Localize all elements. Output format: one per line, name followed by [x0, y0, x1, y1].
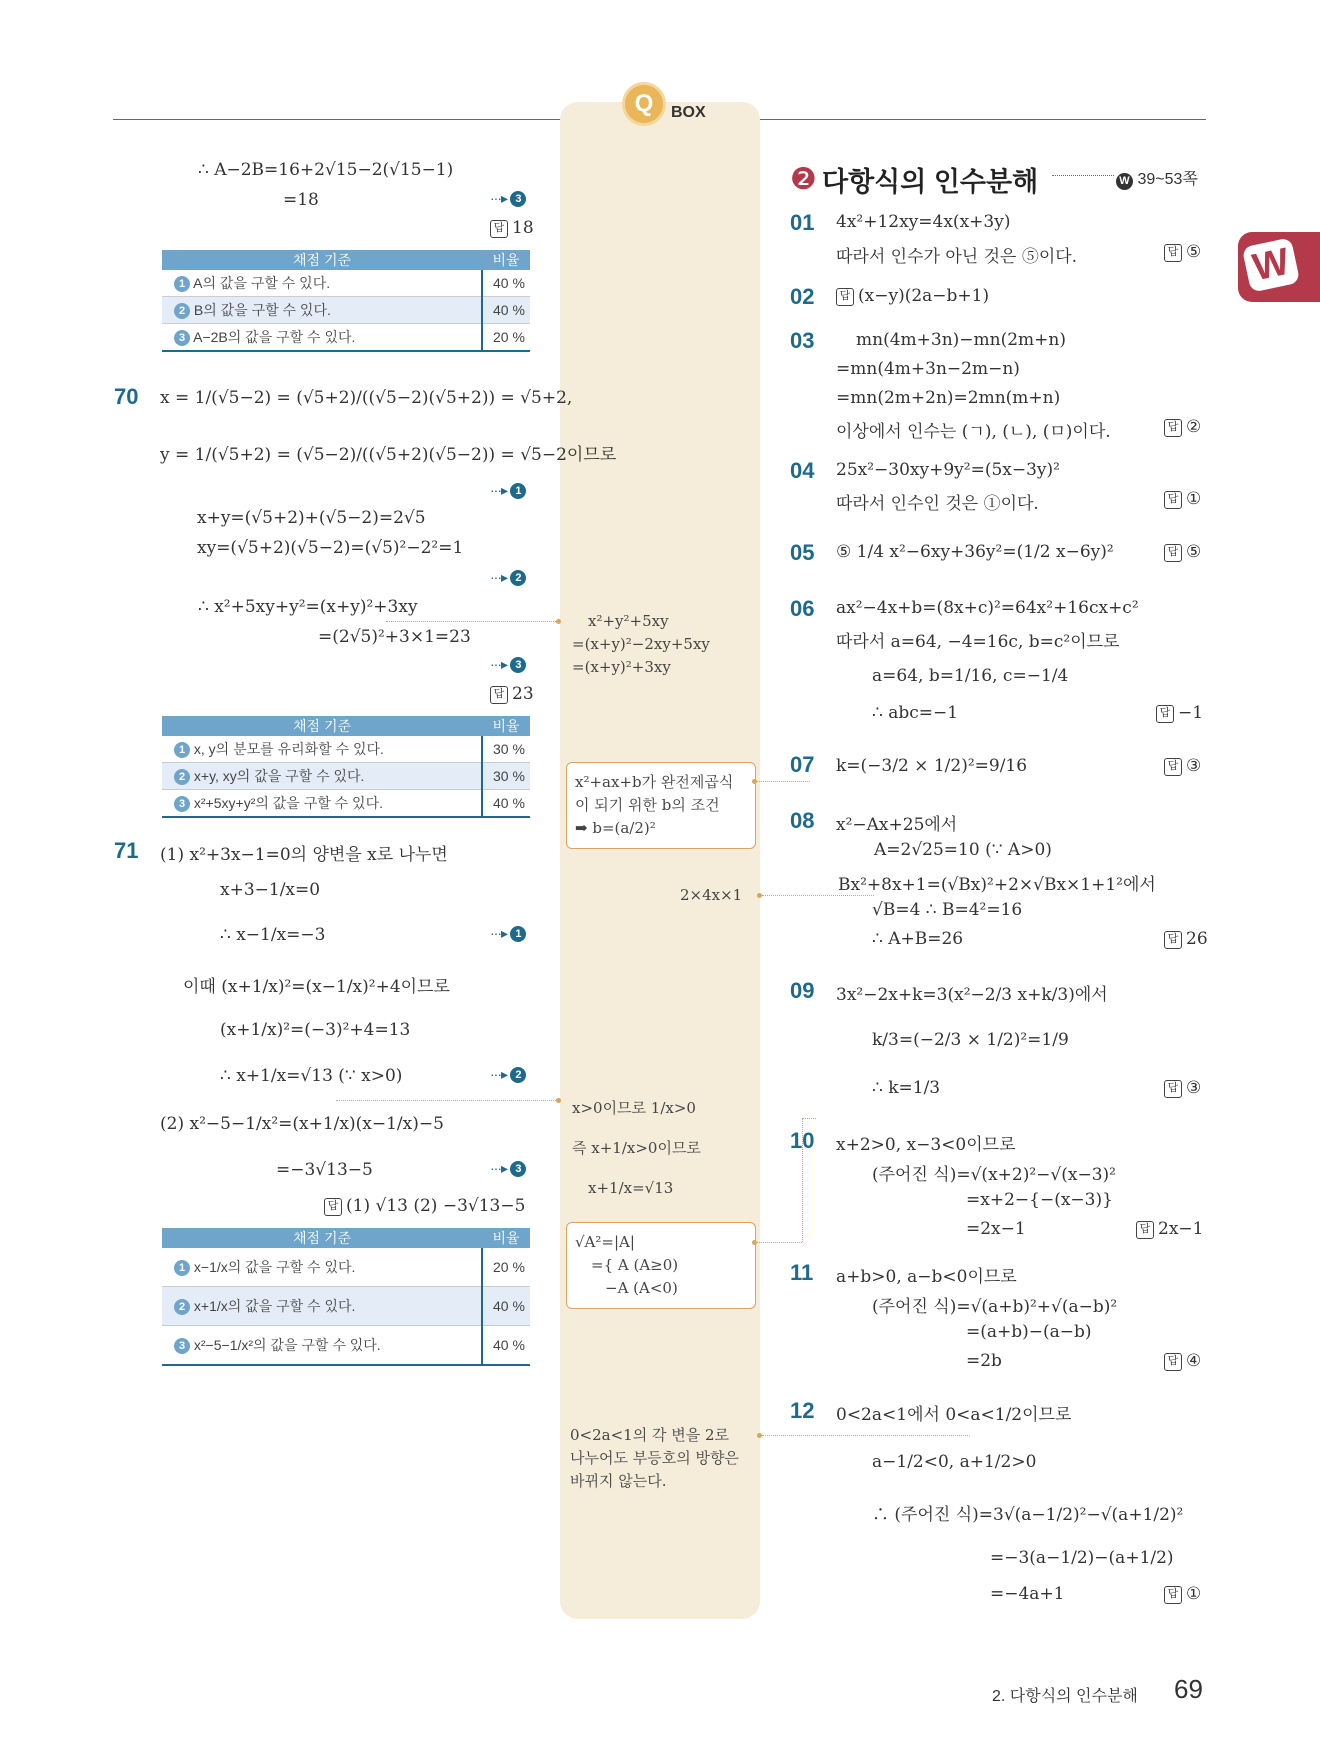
q08-l1: x²−Ax+25에서	[836, 815, 958, 835]
p71-l2: x+3−1/x=0	[220, 880, 321, 900]
p71-l4: 이때 (x+1/x)²=(x−1/x)²+4이므로	[183, 977, 450, 997]
table-row: 3 A−2B의 값을 구할 수 있다. 20 %	[162, 324, 530, 352]
answer-line: 답 (1) √13 (2) −3√13−5	[324, 1196, 525, 1216]
connector	[756, 781, 810, 782]
problem-number-05: 05	[790, 540, 815, 565]
q08-l5: ∴ A+B=26	[872, 929, 964, 949]
q12-l1: 0<2a<1에서 0<a<1/2이므로	[836, 1405, 1072, 1425]
left-top-line2: =18	[283, 190, 319, 210]
problem-number-12: 12	[790, 1398, 815, 1423]
table-row: 2 x+1/x의 값을 구할 수 있다. 40 %	[162, 1287, 530, 1326]
section-header	[790, 160, 1038, 199]
section-title: 다항식의 인수분해	[822, 167, 1039, 197]
problem-number-11: 11	[790, 1260, 814, 1285]
answer-icon: 답	[1164, 1080, 1182, 1098]
q08-l4: √B=4 ∴ B=4²=16	[872, 900, 1023, 920]
q12-l5: =−4a+1	[990, 1584, 1065, 1604]
problem-number-01: 01	[790, 210, 815, 235]
connector-dot	[556, 1098, 561, 1103]
connector	[762, 895, 874, 896]
qbox-note-5: √A²=|A| ={ A (A≥0) −A (A<0)	[566, 1222, 756, 1309]
w-letter: W	[1249, 240, 1293, 290]
qbox-note-2: x²+ax+b가 완전제곱식 이 되기 위한 b의 조건 ➡ b=(a/2)²	[566, 762, 756, 849]
scoring-table-3: 채점 기준 비율 1 x−1/x의 값을 구할 수 있다. 20 % 2 x+1/x의 값을 구할 수 있다. 40 % 3 x²−5−1/x²의 값을 구할 수 있다. 40 %	[162, 1228, 530, 1366]
answer-icon: 답	[1164, 544, 1182, 562]
p70-expr2: =(2√5)²+3×1=23	[318, 627, 471, 647]
answer-line: 답 ③	[1164, 756, 1201, 776]
table-row: 1 A의 값을 구할 수 있다. 40 %	[162, 270, 530, 297]
section-number-icon: ❷	[790, 162, 817, 197]
p71-l1: (1) x²+3x−1=0의 양변을 x로 나누면	[160, 845, 448, 865]
q06-l3: a=64, b=1/16, c=−1/4	[872, 666, 1069, 686]
answer-icon: 답	[836, 288, 854, 306]
answer-icon: 답	[1164, 419, 1182, 437]
q11-l3: =(a+b)−(a−b)	[966, 1322, 1092, 1342]
answer-line: 답 ①	[1164, 489, 1201, 509]
q08-l2: A=2√25=10 (∵ A>0)	[874, 840, 1052, 860]
step-marker-3: ···▸ 3	[490, 190, 526, 207]
q10-l2: (주어진 식)=√(x+2)²−√(x−3)²	[872, 1165, 1116, 1185]
qbox-note-1: x²+y²+5xy =(x+y)²−2xy+5xy =(x+y)²+3xy	[572, 612, 710, 676]
connector	[336, 1100, 558, 1101]
problem-number-10: 10	[790, 1128, 815, 1153]
p70-x-line: x = 1/(√5−2) = (√5+2)/((√5−2)(√5+2)) = √5+2,	[160, 388, 573, 408]
table-row: 1 x−1/x의 값을 구할 수 있다. 20 %	[162, 1248, 530, 1287]
answer-line: 답 ①	[1164, 1584, 1201, 1604]
answer-icon: 답	[1164, 931, 1182, 949]
p70-sum: x+y=(√5+2)+(√5−2)=2√5	[197, 508, 426, 528]
step-marker-2: ···▸ 2	[490, 1066, 526, 1083]
q09-l3: ∴ k=1/3	[872, 1078, 941, 1098]
answer-icon: 답	[1164, 244, 1182, 262]
answer-line: 답 18	[490, 218, 534, 238]
q07-l1: k=(−3/2 × 1/2)²=9/16	[836, 756, 1028, 776]
answer-line: 답 23	[490, 684, 534, 704]
p70-expr1: ∴ x²+5xy+y²=(x+y)²+3xy	[198, 597, 418, 617]
answer-line: 답 ⑤	[1164, 542, 1201, 562]
answer-icon: 답	[490, 686, 508, 704]
answer-icon: 답	[324, 1198, 342, 1216]
answer-line: 답 26	[1164, 929, 1208, 949]
answer-line: 답 2x−1	[1136, 1219, 1203, 1239]
q01-l1: 4x²+12xy=4x(x+3y)	[836, 212, 1011, 232]
q03-l1: mn(4m+3n)−mn(2m+n)	[856, 330, 1066, 350]
answer-icon: 답	[1164, 758, 1182, 776]
q05-l1: ⑤ 1/4 x²−6xy+36y²=(1/2 x−6y)²	[836, 542, 1114, 562]
scoring-table-2: 채점 기준 비율 1 x, y의 분모를 유리화할 수 있다. 30 % 2 x+y, xy의 값을 구할 수 있다. 30 % 3 x²+5xy+y²의 값을 구할 수 있다. 40 %	[162, 716, 530, 818]
q12-l4: =−3(a−1/2)−(a+1/2)	[990, 1548, 1174, 1568]
answer-line: 답 ④	[1164, 1351, 1201, 1371]
table-row: 3 x²+5xy+y²의 값을 구할 수 있다. 40 %	[162, 790, 530, 818]
answer-line: 답 ②	[1164, 417, 1201, 437]
problem-number-02: 02	[790, 284, 815, 309]
p71-l3: ∴ x−1/x=−3	[220, 925, 326, 945]
q04-l2: 따라서 인수인 것은 ①이다.	[836, 494, 1039, 514]
step-marker-1: ···▸ 1	[490, 482, 526, 499]
table-head-ratio: 비율	[482, 250, 530, 270]
problem-number-70: 70	[114, 384, 139, 409]
q11-l2: (주어진 식)=√(a+b)²+√(a−b)²	[872, 1297, 1118, 1317]
workbook-ref: W 39~53쪽	[1116, 166, 1198, 190]
connector	[386, 621, 558, 622]
q-letter: Q	[634, 90, 654, 117]
q06-l1: ax²−4x+b=(8x+c)²=64x²+16cx+c²	[836, 598, 1139, 618]
step-marker-2: ···▸ 2	[490, 569, 526, 586]
box-label: BOX	[671, 104, 706, 121]
table-head-criteria: 채점 기준	[162, 250, 482, 270]
q08-l3: Bx²+8x+1=(√Bx)²+2×√Bx×1+1²에서	[838, 875, 1156, 895]
q01-l2: 따라서 인수가 아닌 것은 ⑤이다.	[836, 247, 1078, 267]
q06-l2: 따라서 a=64, −4=16c, b=c²이므로	[836, 632, 1120, 652]
answer-icon: 답	[490, 220, 508, 238]
answer-line: 답 −1	[1156, 703, 1203, 723]
q11-l1: a+b>0, a−b<0이므로	[836, 1267, 1017, 1287]
q03-l2: =mn(4m+3n−2m−n)	[836, 359, 1020, 379]
answer-line: 답 ⑤	[1164, 242, 1201, 262]
p71-l8: =−3√13−5	[276, 1160, 373, 1180]
q-badge-icon	[622, 82, 666, 126]
connector	[762, 1435, 970, 1436]
qbox-note-3: 2×4x×1	[680, 886, 743, 904]
q09-l1: 3x²−2x+k=3(x²−2/3 x+k/3)에서	[836, 985, 1108, 1005]
problem-number-08: 08	[790, 808, 815, 833]
step-marker-3: ···▸ 3	[490, 656, 526, 673]
q11-l4: =2b	[966, 1351, 1002, 1371]
page-number: 69	[1174, 1674, 1203, 1704]
answer-icon: 답	[1164, 491, 1182, 509]
problem-number-06: 06	[790, 596, 815, 621]
answer-icon: 답	[1136, 1221, 1154, 1239]
q10-l4: =2x−1	[966, 1219, 1026, 1239]
answer-line: 답 ③	[1164, 1078, 1201, 1098]
qbox-note-4: x>0이므로 1/x>0 즉 x+1/x>0이므로 x+1/x=√13	[572, 1099, 701, 1197]
problem-number-09: 09	[790, 978, 815, 1003]
table-row: 2 x+y, xy의 값을 구할 수 있다. 30 %	[162, 763, 530, 790]
table-row: 1 x, y의 분모를 유리화할 수 있다. 30 %	[162, 736, 530, 763]
p70-y-line: y = 1/(√5+2) = (√5−2)/((√5+2)(√5−2)) = √5−2이므로	[160, 445, 617, 465]
workbook-icon: W	[1116, 173, 1133, 190]
table-row: 2 B의 값을 구할 수 있다. 40 %	[162, 297, 530, 324]
q12-l3: ∴ (주어진 식)=3√(a−1/2)²−√(a+1/2)²	[872, 1505, 1184, 1525]
q02-l1: 답 (x−y)(2a−b+1)	[836, 286, 989, 306]
problem-number-04: 04	[790, 458, 815, 483]
scoring-table-1	[162, 250, 530, 352]
answer-icon: 답	[1164, 1586, 1182, 1604]
connector	[802, 1118, 816, 1119]
connector-dot	[556, 619, 561, 624]
table-row: 3 x²−5−1/x²의 값을 구할 수 있다. 40 %	[162, 1326, 530, 1366]
answer-icon: 답	[1156, 705, 1174, 723]
q03-l4: 이상에서 인수는 (ㄱ), (ㄴ), (ㅁ)이다.	[836, 422, 1111, 442]
p70-prod: xy=(√5+2)(√5−2)=(√5)²−2²=1	[197, 538, 464, 558]
q12-l2: a−1/2<0, a+1/2>0	[872, 1452, 1037, 1472]
problem-number-07: 07	[790, 752, 815, 777]
section-leader	[1052, 175, 1114, 176]
q04-l1: 25x²−30xy+9y²=(5x−3y)²	[836, 460, 1060, 480]
q10-l3: =x+2−{−(x−3)}	[966, 1190, 1113, 1210]
footer-chapter: 2. 다항식의 인수분해	[992, 1688, 1138, 1705]
q-box-column	[560, 102, 760, 1619]
p71-l5: (x+1/x)²=(−3)²+4=13	[220, 1020, 411, 1040]
q03-l3: =mn(2m+2n)=2mn(m+n)	[836, 388, 1061, 408]
connector	[756, 1242, 802, 1243]
step-marker-3: ···▸ 3	[490, 1160, 526, 1177]
q09-l2: k/3=(−2/3 × 1/2)²=1/9	[872, 1030, 1069, 1050]
step-marker-1: ···▸ 1	[490, 925, 526, 942]
qbox-note-6: 0<2a<1의 각 변을 2로 나누어도 부등호의 방향은 바뀌지 않는다.	[570, 1426, 739, 1490]
q10-l1: x+2>0, x−3<0이므로	[836, 1135, 1016, 1155]
problem-number-71: 71	[114, 838, 139, 863]
answer-icon: 답	[1164, 1353, 1182, 1371]
q06-l4: ∴ abc=−1	[872, 703, 959, 723]
problem-number-03: 03	[790, 328, 815, 353]
p71-l7: (2) x²−5−1/x²=(x+1/x)(x−1/x)−5	[160, 1114, 444, 1134]
left-top-line1: ∴ A−2B=16+2√15−2(√15−1)	[198, 160, 454, 180]
p71-l6: ∴ x+1/x=√13 (∵ x>0)	[220, 1066, 403, 1086]
